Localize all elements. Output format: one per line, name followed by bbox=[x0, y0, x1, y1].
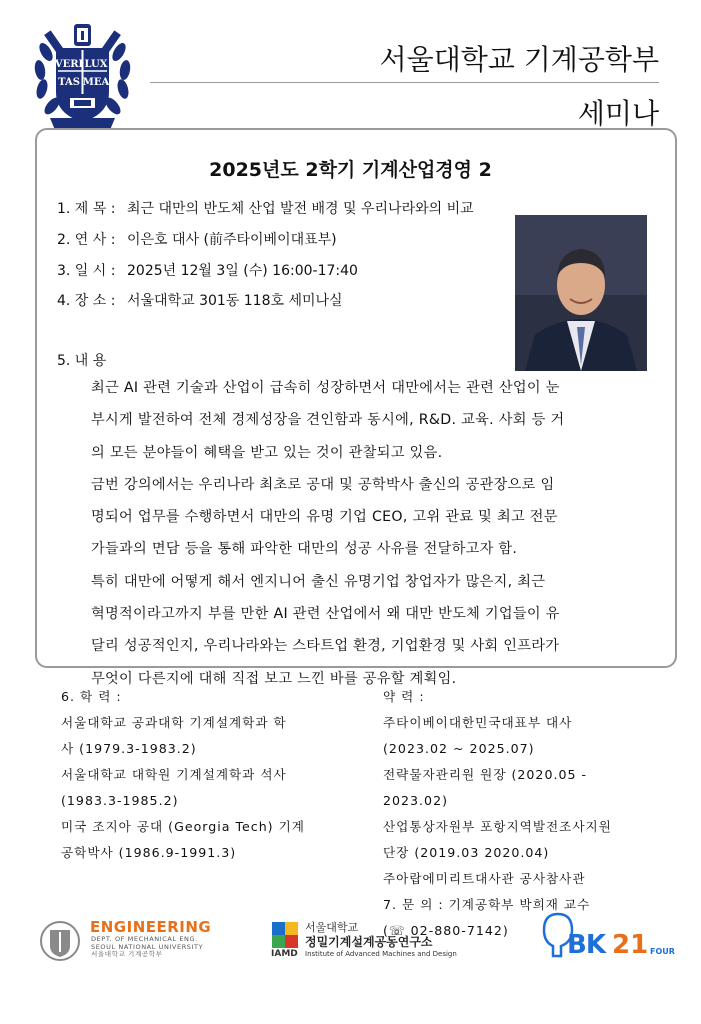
info-key: 3. 일 시 : bbox=[57, 263, 116, 279]
header-divider bbox=[150, 82, 659, 83]
info-key: 2. 연 사 : bbox=[57, 232, 116, 248]
education-line: 공학박사 (1986.9-1991.3) bbox=[61, 845, 237, 860]
contact-phone: (☏ 02-880-7142) bbox=[383, 923, 509, 938]
content-heading: 5. 내 용 bbox=[57, 353, 107, 369]
content-line: 명되어 업무를 수행하면서 대만의 유명 기업 CEO, 고위 관료 및 최고 전문 bbox=[91, 509, 558, 526]
career-line: (2023.02 ~ 2025.07) bbox=[383, 741, 535, 756]
seminar-label: 세미나 bbox=[577, 97, 659, 130]
content-line: 금번 강의에서는 우리나라 최초로 공대 및 공학박사 출신의 공관장으로 임 bbox=[91, 476, 555, 493]
logo-text-lux: LUX bbox=[84, 59, 108, 70]
education-line: 서울대학교 대학원 기계설계학과 석사 bbox=[61, 767, 287, 782]
info-location bbox=[57, 290, 343, 310]
speaker-photo bbox=[515, 215, 647, 371]
career-section bbox=[383, 684, 658, 944]
education-line: 사 (1979.3-1983.2) bbox=[61, 741, 197, 756]
iamd-korean-1: 서울대학교 bbox=[305, 921, 359, 934]
education-heading: 6. 학 력 : bbox=[61, 689, 122, 704]
career-line: 산업통상자원부 포항지역발전조사지원 bbox=[383, 819, 612, 834]
content-line: 최근 AI 관련 기술과 산업이 급속히 성장하면서 대만에서는 관련 산업이 눈 bbox=[91, 380, 560, 396]
info-value: 서울대학교 301동 118호 세미나실 bbox=[127, 293, 343, 309]
education-line: 서울대학교 공과대학 기계설계학과 학 bbox=[61, 715, 287, 730]
content-line: 무엇이 다른지에 대해 직접 보고 느낀 바를 공유할 계획임. bbox=[91, 670, 457, 687]
info-speaker bbox=[57, 229, 337, 249]
engineering-sub-line: 서울대학교 기계공학부 bbox=[91, 950, 163, 958]
iamd-abbr: IAMD bbox=[271, 949, 298, 959]
career-line: 단장 (2019.03 2020.04) bbox=[383, 845, 550, 860]
content-line: 의 모든 분야들이 혜택을 받고 있는 것이 관찰되고 있음. bbox=[91, 444, 443, 461]
snu-logo bbox=[30, 22, 135, 132]
info-value: 2025년 12월 3일 (수) 16:00-17:40 bbox=[127, 263, 358, 279]
engineering-subtitle bbox=[91, 936, 203, 959]
bk21-label-four: FOUR bbox=[650, 947, 675, 956]
info-subject bbox=[57, 198, 474, 218]
info-datetime bbox=[57, 260, 358, 280]
engineering-sub-line: SEOUL NATIONAL UNIVERSITY bbox=[91, 942, 204, 951]
education-section bbox=[61, 684, 336, 866]
content-line: 혁명적이라고까지 부를 만한 AI 관련 산업에서 왜 대만 반도체 기업들이 유 bbox=[91, 606, 560, 623]
education-line: (1983.3-1985.2) bbox=[61, 793, 179, 808]
contact-line: 7. 문 의 : 기계공학부 박희재 교수 bbox=[383, 897, 591, 912]
seminar-title: 2025년도 2학기 기계산업경영 2 bbox=[209, 159, 492, 181]
career-heading: 약 력 : bbox=[383, 689, 425, 704]
info-value: 이은호 대사 (前주타이베이대표부) bbox=[127, 232, 337, 248]
content-line: 가들과의 면담 등을 통해 파악한 대만의 성공 사유를 전달하고자 함. bbox=[91, 541, 518, 558]
career-line: 2023.02) bbox=[383, 793, 448, 808]
iamd-korean-2: 정밀기계설계공동연구소 bbox=[305, 935, 433, 949]
iamd-english: Institute of Advanced Machines and Design bbox=[305, 950, 457, 958]
department-title: 서울대학교 기계공학부 bbox=[379, 43, 659, 76]
info-value: 최근 대만의 반도체 산업 발전 배경 및 우리나라와의 비교 bbox=[127, 201, 474, 217]
bk21-label-bk: BK bbox=[567, 930, 605, 960]
logo-text-veri: VERI bbox=[54, 59, 84, 70]
info-key: 4. 장 소 : bbox=[57, 293, 116, 309]
content-body bbox=[91, 372, 647, 695]
info-key: 1. 제 목 : bbox=[57, 201, 116, 217]
engineering-wordmark: ENGINEERING bbox=[90, 918, 212, 936]
bk21-label-21: 21 bbox=[612, 930, 649, 960]
career-line: 전략물자관리원 원장 (2020.05 - bbox=[383, 767, 588, 782]
engineering-sub-line: DEPT. OF MECHANICAL ENG. bbox=[91, 935, 198, 943]
education-line: 미국 조지아 공대 (Georgia Tech) 기계 bbox=[61, 819, 305, 834]
logo-text-mea: MEA bbox=[82, 77, 110, 88]
iamd-logo-icon bbox=[272, 922, 298, 948]
career-line: 주타이베이대한민국대표부 대사 bbox=[383, 715, 573, 730]
career-line: 주아랍에미리트대사관 공사참사관 bbox=[383, 871, 586, 886]
content-line: 부시게 발전하여 전체 경제성장을 견인함과 동시에, R&D. 교육. 사회 등 거 bbox=[91, 412, 565, 429]
content-line: 달리 성공적인지, 우리나라와는 스타트업 환경, 기업환경 및 사회 인프라가 bbox=[91, 638, 560, 655]
logo-text-tas: TAS bbox=[58, 77, 80, 88]
content-line: 특히 대만에 어떻게 해서 엔지니어 출신 유명기업 창업자가 많은지, 최근 bbox=[91, 573, 546, 590]
snu-engineering-emblem bbox=[40, 920, 80, 962]
